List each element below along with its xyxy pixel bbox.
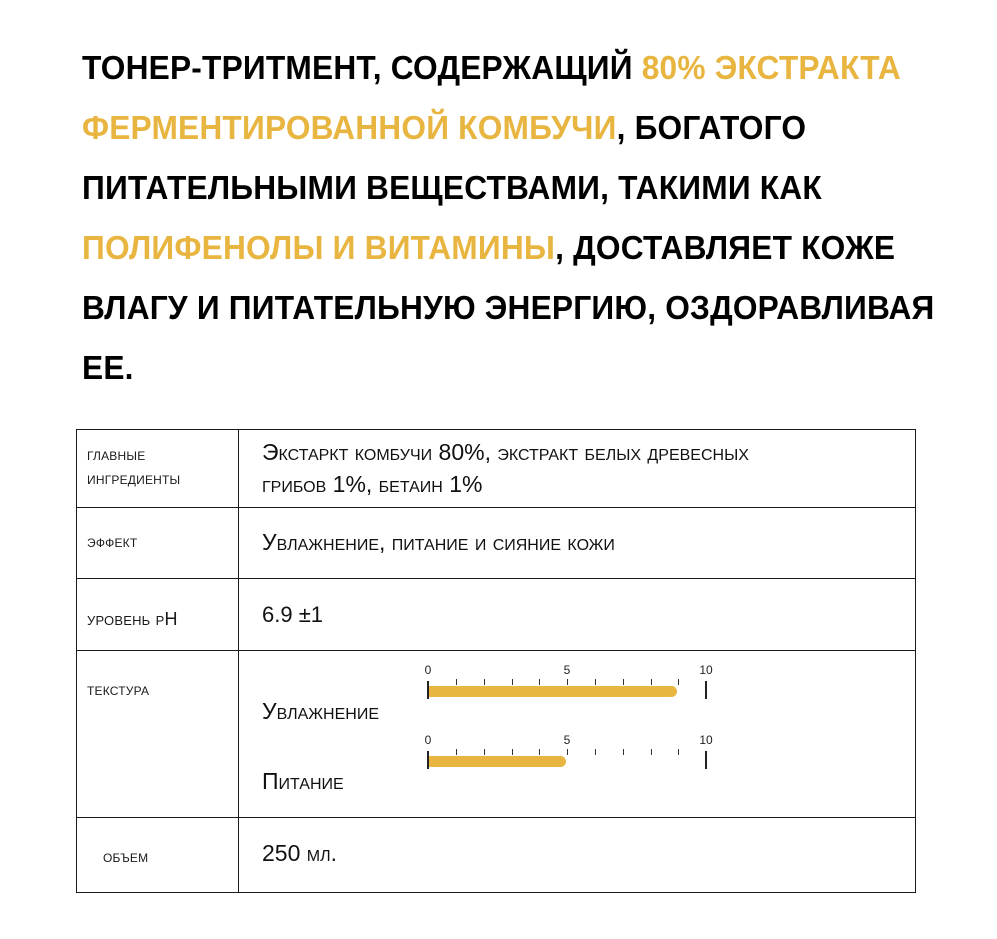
ingredients-label-line2: ингредиенты bbox=[87, 469, 181, 488]
scale-max-label: 10 bbox=[699, 663, 713, 677]
headline-highlight-polyphenols: ПОЛИФЕНОЛЫ И ВИТАМИНЫ bbox=[82, 229, 556, 266]
scale-tick bbox=[484, 679, 485, 685]
scale-tick bbox=[651, 679, 652, 685]
scale-tick bbox=[539, 749, 540, 755]
scale-end-line bbox=[705, 751, 707, 769]
moisture-level-bar bbox=[429, 686, 677, 697]
ingredients-label-line1: главные bbox=[87, 445, 146, 464]
texture-moisture-label: Увлажнение bbox=[262, 698, 380, 724]
scale-min-label: 0 bbox=[424, 663, 432, 677]
scale-tick bbox=[539, 679, 540, 685]
table-row-ingredients bbox=[77, 430, 915, 508]
product-description-headline bbox=[82, 38, 946, 398]
column-divider bbox=[238, 650, 239, 817]
headline-text-1: ТОНЕР-ТРИТМЕНТ, СОДЕРЖАЩИЙ bbox=[82, 49, 642, 86]
scale-tick bbox=[567, 749, 568, 755]
scale-max-label: 10 bbox=[699, 733, 713, 747]
scale-tick bbox=[512, 679, 513, 685]
moisture-scale bbox=[424, 663, 727, 703]
ingredients-value-line1: Экстаркт комбучи 80%, экстракт белых древесных bbox=[262, 439, 749, 465]
texture-label: текстура bbox=[87, 680, 150, 699]
texture-nutrition-label: Питание bbox=[262, 768, 344, 794]
scale-tick bbox=[456, 749, 457, 755]
column-divider bbox=[238, 507, 239, 578]
headline-highlight-kombucha: 80% ЭКСТРАКТА ФЕРМЕНТИРОВАННОЙ КОМБУЧИ bbox=[82, 49, 901, 146]
headline-text-3: , ДОСТАВЛЯЕТ КОЖЕ ВЛАГУ И ПИТАТЕЛЬНУЮ ЭНЕРГИЮ, ОЗДОРАВЛИВАЯ ЕЕ. bbox=[82, 229, 935, 386]
scale-tick bbox=[512, 749, 513, 755]
ingredients-label bbox=[87, 443, 180, 491]
scale-min-label: 0 bbox=[424, 733, 432, 747]
product-spec-table bbox=[76, 429, 916, 893]
volume-value: 250 мл. bbox=[262, 840, 337, 866]
column-divider bbox=[238, 578, 239, 650]
scale-tick bbox=[567, 679, 568, 685]
table-row-texture bbox=[77, 650, 915, 818]
scale-end-line bbox=[705, 681, 707, 699]
nutrition-level-bar bbox=[429, 756, 566, 767]
effect-value: Увлажнение, питание и сияние кожи bbox=[262, 529, 615, 555]
scale-tick bbox=[623, 749, 624, 755]
column-divider bbox=[238, 430, 239, 507]
table-row-ph bbox=[77, 578, 915, 651]
scale-mid-label: 5 bbox=[563, 663, 571, 677]
ingredients-value-line2: грибов 1%, бетаин 1% bbox=[262, 471, 483, 497]
scale-tick bbox=[595, 749, 596, 755]
scale-mid-label: 5 bbox=[563, 733, 571, 747]
scale-tick bbox=[484, 749, 485, 755]
effect-label: эффект bbox=[87, 532, 138, 551]
nutrition-scale bbox=[424, 733, 727, 773]
scale-tick bbox=[678, 749, 679, 755]
scale-tick bbox=[678, 679, 679, 685]
ph-label: уровень pH bbox=[87, 609, 178, 629]
ingredients-value bbox=[262, 436, 749, 500]
scale-tick bbox=[595, 679, 596, 685]
table-row-volume bbox=[77, 817, 915, 892]
column-divider bbox=[238, 817, 239, 892]
volume-label: объем bbox=[103, 847, 149, 866]
ph-value: 6.9 ±1 bbox=[262, 602, 324, 627]
scale-tick bbox=[456, 679, 457, 685]
table-row-effect bbox=[77, 507, 915, 579]
scale-tick bbox=[623, 679, 624, 685]
headline-text-2: , БОГАТОГО ПИТАТЕЛЬНЫМИ ВЕЩЕСТВАМИ, ТАКИМИ КАК bbox=[82, 109, 822, 206]
scale-tick bbox=[651, 749, 652, 755]
